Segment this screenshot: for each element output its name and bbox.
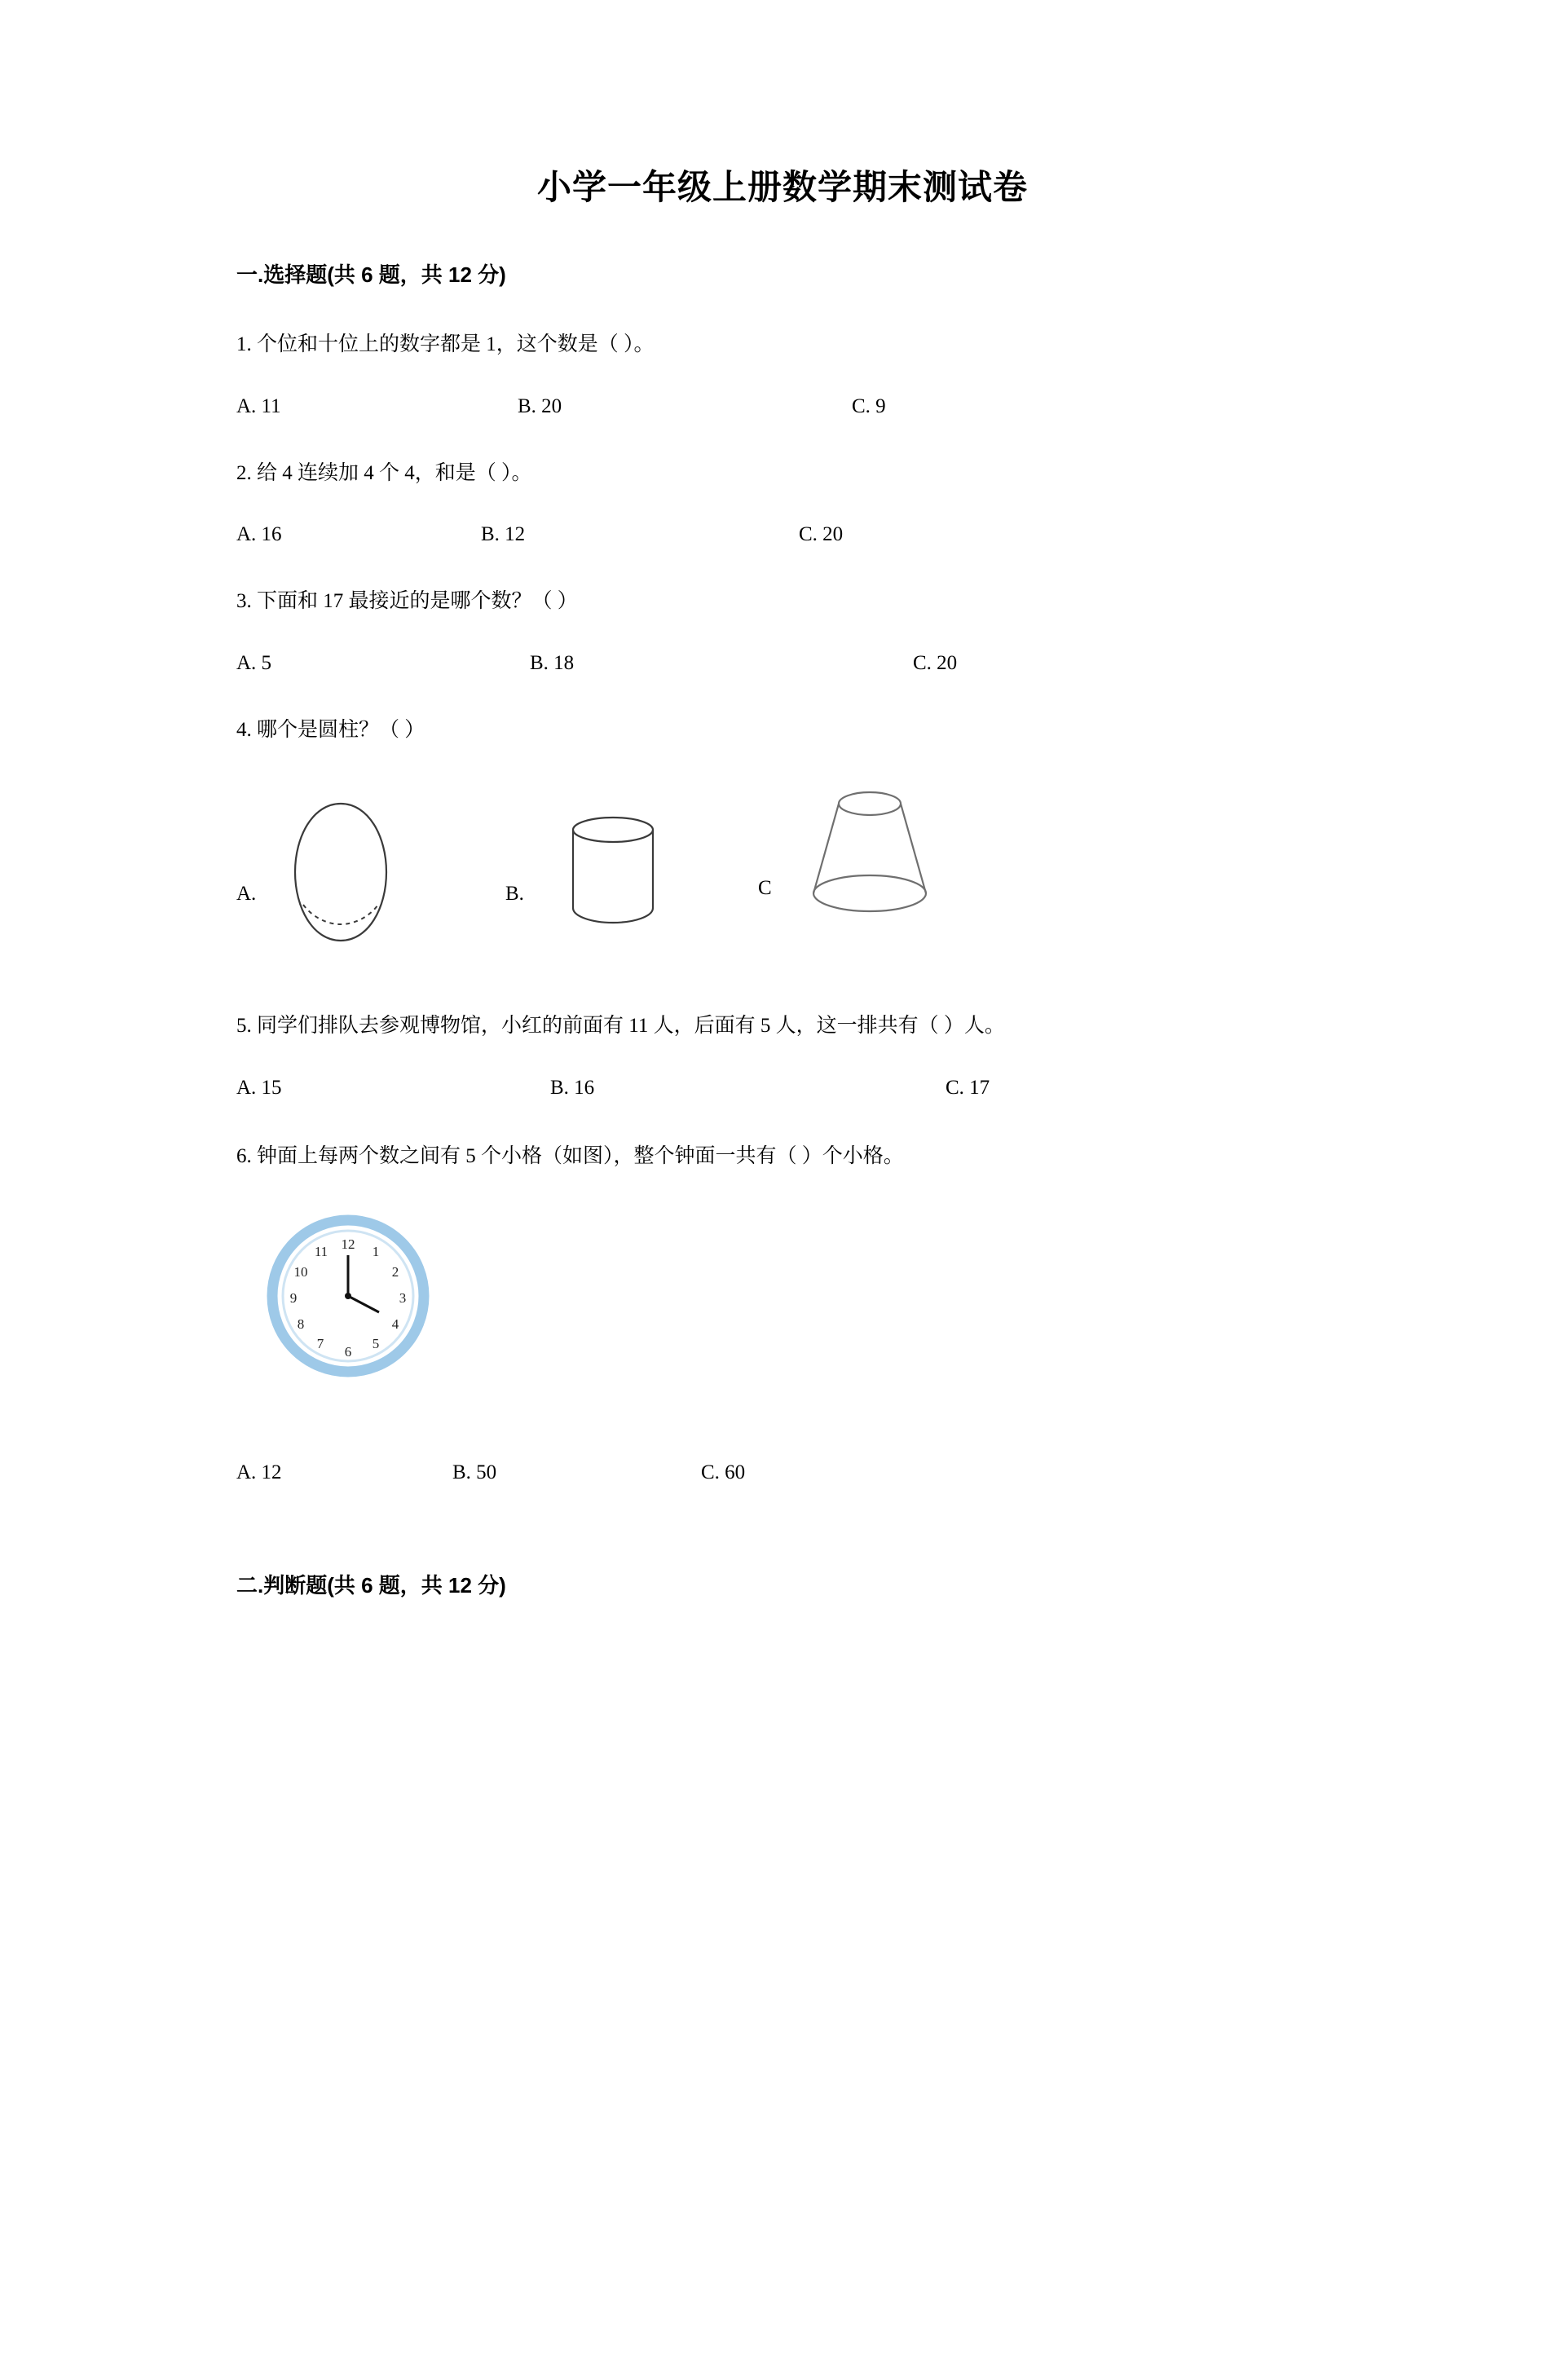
clock-icon	[265, 1213, 432, 1380]
svg-text:6: 6	[344, 1344, 352, 1360]
svg-text:3: 3	[399, 1290, 407, 1307]
page-bottom-spacer	[236, 1603, 1329, 1660]
option-6-a[interactable]: A. 12	[236, 1461, 282, 1484]
question-3-text: 3. 下面和 17 最接近的是哪个数？（ ）	[236, 590, 578, 613]
question-2-text: 2. 给 4 连续加 4 个 4，和是（ ）。	[236, 461, 532, 484]
section-heading-choice: 一.选择题(共 6 题，共 12 分)	[236, 262, 506, 288]
question-5-text: 5. 同学们排队去参观博物馆，小红的前面有 11 人，后面有 5 人，这一排共有（ ）人。	[236, 1014, 1005, 1037]
option-5-a[interactable]: A. 15	[236, 1076, 282, 1099]
question-1-options	[236, 395, 1329, 421]
question-1-text: 1. 个位和十位上的数字都是 1，这个数是（ ）。	[236, 333, 655, 355]
question-6-figure	[236, 1213, 1329, 1429]
option-6-c[interactable]: C. 60	[701, 1461, 746, 1484]
question-6-text: 6. 钟面上每两个数之间有 5 个小格（如图），整个钟面一共有（ ）个小格。	[236, 1144, 904, 1167]
option-2-c[interactable]: C. 20	[799, 523, 844, 546]
svg-text:12: 12	[341, 1236, 355, 1253]
cylinder-shape-icon	[558, 812, 668, 934]
svg-text:5: 5	[372, 1336, 380, 1352]
option-5-c[interactable]: C. 17	[946, 1076, 990, 1099]
option-5-b[interactable]: B. 16	[550, 1076, 595, 1099]
question-6-options	[236, 1461, 1329, 1488]
option-3-a[interactable]: A. 5	[236, 652, 272, 675]
shape-label-b: B.	[505, 882, 524, 905]
option-2-b[interactable]: B. 12	[481, 523, 526, 546]
svg-text:7: 7	[316, 1336, 324, 1352]
shape-label-a: A.	[236, 882, 257, 905]
option-2-a[interactable]: A. 16	[236, 523, 282, 546]
section-heading-truefalse: 二.判断题(共 6 题，共 12 分)	[236, 1573, 506, 1598]
document-page	[0, 167, 1565, 2380]
svg-text:10: 10	[293, 1264, 308, 1280]
svg-text:11: 11	[314, 1244, 328, 1260]
page-title: 小学一年级上册数学期末测试卷	[536, 168, 1028, 206]
option-3-b[interactable]: B. 18	[530, 652, 575, 675]
option-1-c[interactable]: C. 9	[852, 394, 886, 417]
shape-label-c: C	[758, 876, 772, 899]
question-4-figures	[236, 781, 1329, 972]
option-1-a[interactable]: A. 11	[236, 394, 281, 417]
question-3-options	[236, 652, 1329, 678]
svg-text:2: 2	[391, 1264, 399, 1280]
option-6-b[interactable]: B. 50	[452, 1461, 497, 1484]
option-3-c[interactable]: C. 20	[913, 652, 958, 675]
sphere-like-shape-icon	[284, 797, 398, 948]
svg-text:4: 4	[391, 1316, 399, 1333]
svg-text:9: 9	[289, 1290, 298, 1307]
svg-text:8: 8	[297, 1316, 305, 1333]
question-4-text: 4. 哪个是圆柱？（ ）	[236, 719, 425, 742]
question-2-options	[236, 523, 1329, 549]
option-1-b[interactable]: B. 20	[518, 394, 562, 417]
question-5-options	[236, 1077, 1329, 1103]
truncated-cone-shape-icon	[799, 781, 941, 936]
svg-text:1: 1	[372, 1244, 380, 1260]
